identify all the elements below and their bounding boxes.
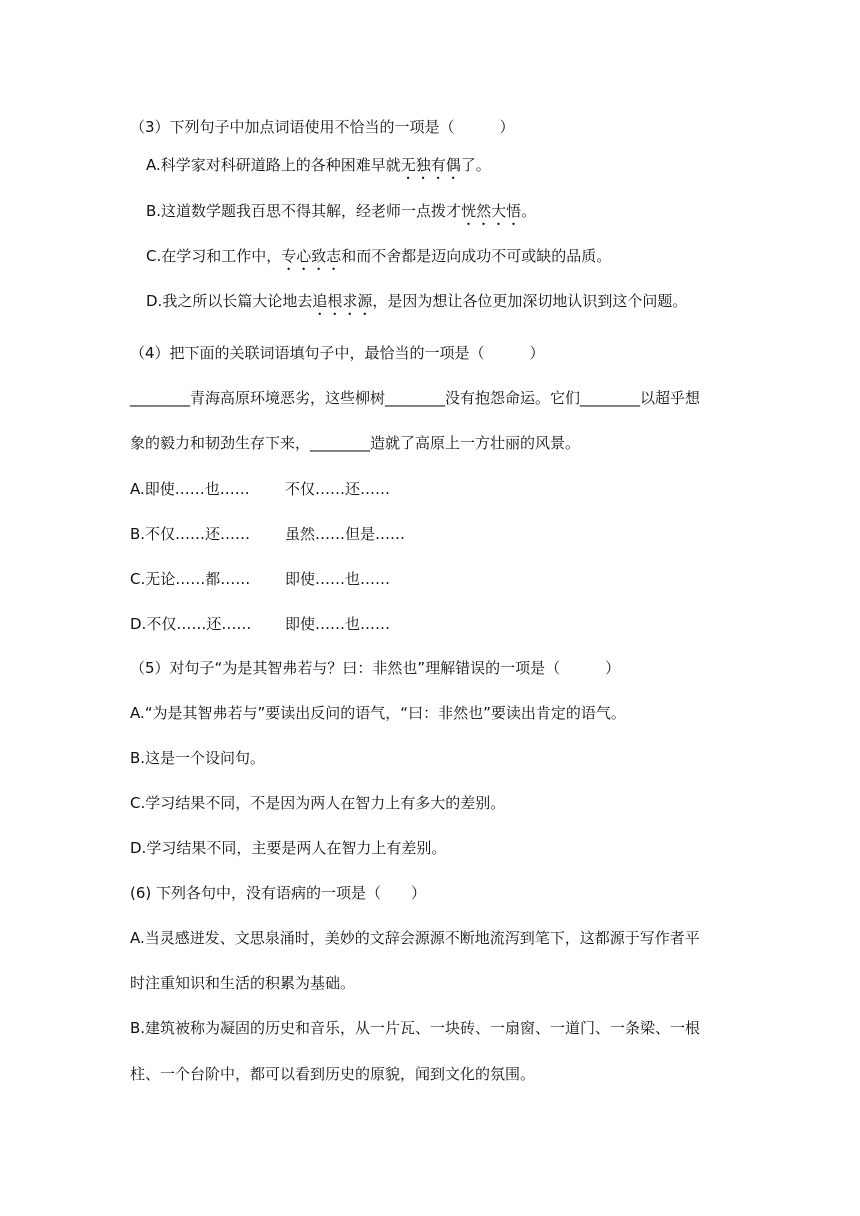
q5-stem: （5）对句子“为是其智弗若与？曰：非然也”理解错误的一项是（ ） (130, 659, 621, 677)
q3-a-dotted-word: 无独有偶 (400, 156, 461, 174)
q3-stem: （3）下列句子中加点词语使用不恰当的一项是（ ） (130, 118, 515, 136)
q6-option-b-line-1: B.建筑被称为凝固的历史和音乐，从一片瓦、一块砖、一扇窗、一道门、一条梁、一根 (130, 1019, 701, 1037)
q5-option-c: C.学习结果不同，不是因为两人在智力上有多大的差别。 (130, 794, 506, 812)
q3-b-dotted-word: 恍然大悟 (461, 202, 522, 220)
q5-option-b: B.这是一个设问句。 (130, 749, 266, 767)
q6-stem: (6) 下列各句中，没有语病的一项是（ ） (130, 884, 427, 902)
q4-option-b: B.不仅……还…… 虽然……但是…… (130, 525, 406, 543)
q6-option-b-line-2: 柱、一个台阶中，都可以看到历史的原貌，闻到文化的氛围。 (130, 1065, 536, 1083)
q4-option-d: D.不仅……还…… 即使……也…… (130, 615, 391, 633)
q3-d-dotted-word: 追根求源 (312, 292, 373, 310)
q4-stem: （4）把下面的关联词语填句子中，最恰当的一项是（ ） (130, 344, 545, 362)
q4-option-c: C.无论……都…… 即使……也…… (130, 570, 391, 588)
q3-option-a: A.科学家对科研道路上的各种困难早就无独有偶了。 (146, 156, 491, 174)
q4-option-a: A.即使……也…… 不仅……还…… (130, 480, 391, 498)
q6-option-a-line-1: A.当灵感迸发、文思泉涌时，美妙的文辞会源源不断地流泻到笔下，这都源于写作者平 (130, 929, 700, 947)
q3-c-dotted-word: 专心致志 (281, 247, 342, 265)
q4-passage-line-2: 象的毅力和韧劲生存下来，________造就了高原上一方壮丽的风景。 (130, 434, 581, 452)
q4-passage-line-1: ________青海高原环境恶劣，这些柳树________没有抱怨命运。它们________以超乎想 (130, 389, 701, 407)
q6-option-a-line-2: 时注重知识和生活的积累为基础。 (130, 974, 356, 992)
q3-option-c: C.在学习和工作中，专心致志和而不舍都是迈向成功不可或缺的品质。 (146, 247, 612, 265)
q3-option-b: B.这道数学题我百思不得其解，经老师一点拨才恍然大悟。 (146, 202, 537, 220)
q5-option-d: D.学习结果不同，主要是两人在智力上有差别。 (130, 839, 447, 857)
q3-option-d: D.我之所以长篇大论地去追根求源，是因为想让各位更加深切地认识到这个问题。 (146, 292, 688, 310)
q5-option-a: A.“为是其智弗若与”要读出反问的语气，“曰：非然也”要读出肯定的语气。 (130, 704, 626, 722)
